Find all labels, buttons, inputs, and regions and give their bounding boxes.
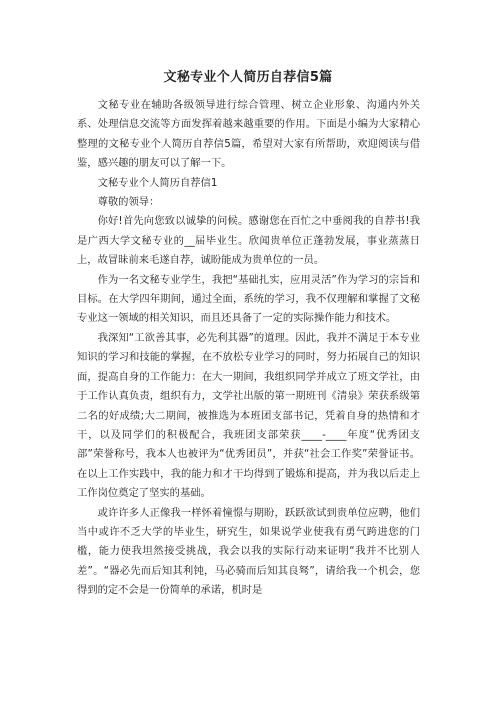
body-paragraph: 我深知“工欲善其事，必先利其器”的道理。因此，我并不满足于本专业知识的学习和技能的掌握，在不放松专业学习的同时，努力拓展自己的知识面，提高自身的工作能力：在大一期间，我组织同学并成立了班文学社，由于工作认真负责，组织有力，文学社出版的第一期班刊《清泉》荣获系级第二名的好成绩;大二期间，被推选为本班团支部书记，凭着自身的热情和才干，以及同学们的积极配合，我班团支部荣获____-____年度“优秀团支部”荣誉称号，我本人也被评为“优秀团员”，并获“社会工作奖”荣誉证书。在以上工作实践中，我的能力和才干均得到了锻炼和提高，并为我以后走上工作岗位奠定了坚实的基础。: [77, 331, 420, 500]
body-paragraph: 文秘专业个人简历自荐信1: [97, 176, 218, 189]
body-paragraph: 或许许多人正像我一样怀着憧憬与期盼，跃跃欲试到贵单位应聘，他们当中或许不乏大学的毕业生，研究生，如果说学业使我有勇气跨进您的门槛，能力使我坦然接受挑战，我会以我的实际行动来证明“我并不比别人差”。“器必先而后知其利钝，马必骑而后知其良驽”，请给我一个机会，您得到的定不会是一份简单的承诺，机时是: [77, 506, 420, 597]
body-paragraph: 你好!首先向您致以诚挚的问候。感谢您在百忙之中垂阅我的自荐书!我是广西大学文秘专业的__届毕业生。欣闻贵单位正蓬勃发展，事业蒸蒸日上，故冒昧前来毛遂自荐，诚盼能成为贵单位的一员。: [77, 215, 420, 267]
document-body: [77, 96, 420, 601]
body-paragraph: 作为一名文秘专业学生，我把“基础扎实，应用灵活”作为学习的宗旨和目标。在大学四年期间，通过全面，系统的学习，我不仅理解和掌握了文秘专业这一领域的相关知识，而且还具备了一定的实际操作能力和技术。: [77, 273, 420, 325]
body-paragraph: 文秘专业在辅助各级领导进行综合管理、树立企业形象、沟通内外关系、处理信息交流等方面发挥着越来越重要的作用。下面是小编为大家精心整理的文秘专业个人简历自荐信5篇，希望对大家有所帮助，欢迎阅读与借鉴，感兴趣的朋友可以了解一下。: [77, 99, 420, 170]
document-title: 文秘专业个人简历自荐信5篇: [163, 70, 333, 85]
body-paragraph: 尊敬的领导：: [97, 196, 160, 209]
